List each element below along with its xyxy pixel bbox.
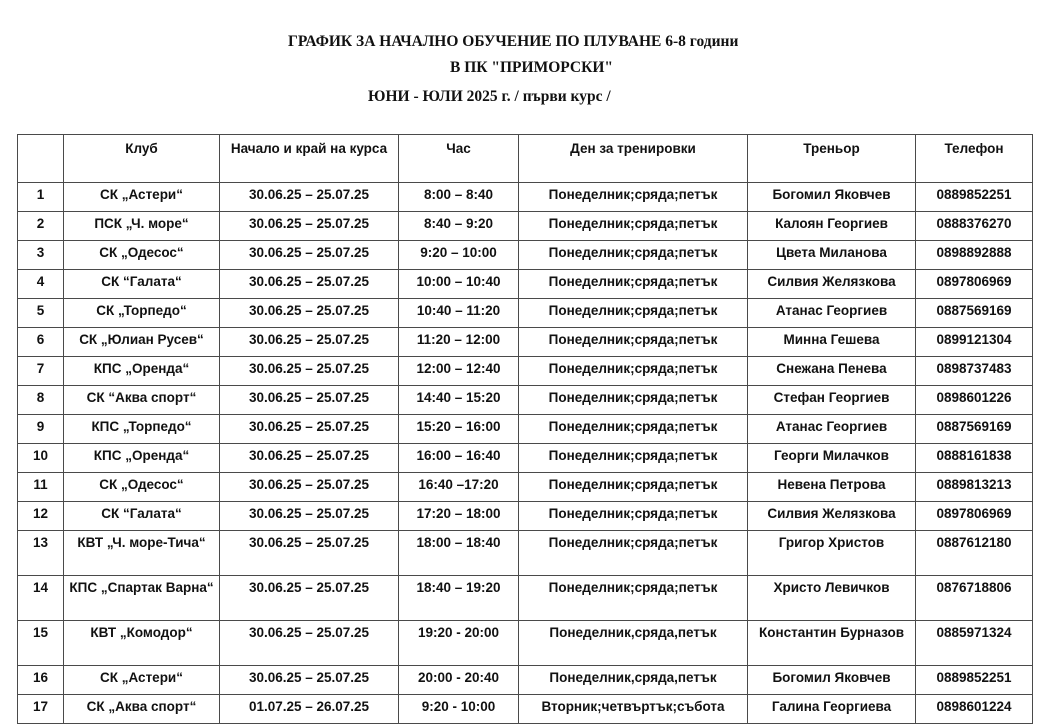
cell-club: СК „Одесос“ [64, 473, 220, 502]
cell-time: 11:20 – 12:00 [399, 328, 519, 357]
cell-number: 1 [18, 183, 64, 212]
cell-time: 8:00 – 8:40 [399, 183, 519, 212]
cell-number: 6 [18, 328, 64, 357]
cell-number: 3 [18, 241, 64, 270]
cell-phone: 0876718806 [916, 576, 1033, 621]
cell-club: КПС „Оренда“ [64, 357, 220, 386]
cell-number: 4 [18, 270, 64, 299]
cell-number: 16 [18, 666, 64, 695]
cell-number: 13 [18, 531, 64, 576]
header-col-course-dates: Начало и край на курса [220, 135, 399, 183]
cell-phone: 0888161838 [916, 444, 1033, 473]
cell-training-days: Понеделник;сряда;петък [519, 270, 748, 299]
cell-course-dates: 30.06.25 – 25.07.25 [220, 270, 399, 299]
cell-course-dates: 30.06.25 – 25.07.25 [220, 357, 399, 386]
cell-time: 20:00 - 20:40 [399, 666, 519, 695]
cell-club: ПСК „Ч. море“ [64, 212, 220, 241]
cell-phone: 0887612180 [916, 531, 1033, 576]
table-row [18, 695, 1033, 724]
cell-course-dates: 30.06.25 – 25.07.25 [220, 666, 399, 695]
cell-course-dates: 30.06.25 – 25.07.25 [220, 328, 399, 357]
cell-training-days: Понеделник;сряда;петък [519, 531, 748, 576]
cell-number: 14 [18, 576, 64, 621]
cell-coach: Калоян Георгиев [748, 212, 916, 241]
cell-time: 18:00 – 18:40 [399, 531, 519, 576]
table-row [18, 299, 1033, 328]
table-row [18, 666, 1033, 695]
cell-number: 17 [18, 695, 64, 724]
cell-phone: 0898601224 [916, 695, 1033, 724]
cell-club: КВТ „Ч. море-Тича“ [64, 531, 220, 576]
cell-time: 16:00 – 16:40 [399, 444, 519, 473]
cell-club: КПС „Спартак Варна“ [64, 576, 220, 621]
cell-time: 10:00 – 10:40 [399, 270, 519, 299]
cell-phone: 0887569169 [916, 415, 1033, 444]
cell-training-days: Понеделник,сряда,петък [519, 666, 748, 695]
table-row [18, 386, 1033, 415]
cell-phone: 0888376270 [916, 212, 1033, 241]
cell-coach: Цвета Миланова [748, 241, 916, 270]
table-row [18, 621, 1033, 666]
cell-time: 18:40 – 19:20 [399, 576, 519, 621]
cell-coach: Невена Петрова [748, 473, 916, 502]
cell-training-days: Понеделник;сряда;петък [519, 444, 748, 473]
cell-club: СК „Юлиан Русев“ [64, 328, 220, 357]
cell-time: 19:20 - 20:00 [399, 621, 519, 666]
cell-coach: Силвия Желязкова [748, 502, 916, 531]
cell-time: 14:40 – 15:20 [399, 386, 519, 415]
cell-club: КВТ „Комодор“ [64, 621, 220, 666]
cell-course-dates: 30.06.25 – 25.07.25 [220, 531, 399, 576]
cell-phone: 0889852251 [916, 666, 1033, 695]
title-line-1: ГРАФИК ЗА НАЧАЛНО ОБУЧЕНИЕ ПО ПЛУВАНЕ 6-8 години [288, 33, 739, 50]
cell-number: 2 [18, 212, 64, 241]
schedule-table [17, 134, 1033, 724]
cell-course-dates: 30.06.25 – 25.07.25 [220, 444, 399, 473]
cell-training-days: Понеделник;сряда;петък [519, 357, 748, 386]
cell-course-dates: 30.06.25 – 25.07.25 [220, 502, 399, 531]
table-header-row [18, 135, 1033, 183]
cell-time: 8:40 – 9:20 [399, 212, 519, 241]
cell-course-dates: 01.07.25 – 26.07.25 [220, 695, 399, 724]
cell-course-dates: 30.06.25 – 25.07.25 [220, 241, 399, 270]
table-row [18, 357, 1033, 386]
cell-phone: 0887569169 [916, 299, 1033, 328]
cell-course-dates: 30.06.25 – 25.07.25 [220, 576, 399, 621]
header-col-time: Час [399, 135, 519, 183]
cell-phone: 0897806969 [916, 502, 1033, 531]
cell-training-days: Понеделник;сряда;петък [519, 386, 748, 415]
table-row [18, 576, 1033, 621]
header-col-club: Клуб [64, 135, 220, 183]
title-line-2: В ПК "ПРИМОРСКИ" [450, 59, 614, 76]
cell-course-dates: 30.06.25 – 25.07.25 [220, 621, 399, 666]
cell-coach: Галина Георгиева [748, 695, 916, 724]
table-row [18, 241, 1033, 270]
cell-club: СК “Галата“ [64, 270, 220, 299]
header-col-number [18, 135, 64, 183]
cell-club: КПС „Торпедо“ [64, 415, 220, 444]
cell-training-days: Понеделник;сряда;петък [519, 241, 748, 270]
cell-training-days: Понеделник;сряда;петък [519, 415, 748, 444]
cell-number: 8 [18, 386, 64, 415]
cell-coach: Георги Милачков [748, 444, 916, 473]
cell-coach: Стефан Георгиев [748, 386, 916, 415]
table-row [18, 183, 1033, 212]
cell-coach: Атанас Георгиев [748, 299, 916, 328]
title-line-3: ЮНИ - ЮЛИ 2025 г. / първи курс / [368, 88, 611, 105]
cell-number: 5 [18, 299, 64, 328]
cell-course-dates: 30.06.25 – 25.07.25 [220, 299, 399, 328]
cell-time: 9:20 – 10:00 [399, 241, 519, 270]
cell-time: 9:20 - 10:00 [399, 695, 519, 724]
cell-course-dates: 30.06.25 – 25.07.25 [220, 183, 399, 212]
cell-phone: 0899121304 [916, 328, 1033, 357]
cell-coach: Минна Гешева [748, 328, 916, 357]
cell-number: 11 [18, 473, 64, 502]
cell-coach: Константин Бурназов [748, 621, 916, 666]
cell-club: СК „Аква спорт“ [64, 695, 220, 724]
cell-time: 16:40 –17:20 [399, 473, 519, 502]
cell-training-days: Понеделник;сряда;петък [519, 502, 748, 531]
cell-coach: Григор Христов [748, 531, 916, 576]
cell-time: 17:20 – 18:00 [399, 502, 519, 531]
table-body [18, 183, 1033, 724]
cell-training-days: Понеделник;сряда;петък [519, 473, 748, 502]
header-col-training-days: Ден за тренировки [519, 135, 748, 183]
cell-number: 15 [18, 621, 64, 666]
cell-time: 12:00 – 12:40 [399, 357, 519, 386]
cell-number: 7 [18, 357, 64, 386]
table-row [18, 212, 1033, 241]
cell-training-days: Понеделник;сряда;петък [519, 328, 748, 357]
cell-phone: 0897806969 [916, 270, 1033, 299]
table-row [18, 328, 1033, 357]
table-row [18, 415, 1033, 444]
cell-club: СК „Астери“ [64, 183, 220, 212]
cell-coach: Снежана Пенева [748, 357, 916, 386]
header-col-phone: Телефон [916, 135, 1033, 183]
cell-training-days: Понеделник;сряда;петък [519, 212, 748, 241]
cell-phone: 0898737483 [916, 357, 1033, 386]
cell-number: 10 [18, 444, 64, 473]
cell-course-dates: 30.06.25 – 25.07.25 [220, 212, 399, 241]
table-row [18, 444, 1033, 473]
cell-course-dates: 30.06.25 – 25.07.25 [220, 473, 399, 502]
header-col-coach: Треньор [748, 135, 916, 183]
cell-phone: 0898601226 [916, 386, 1033, 415]
cell-course-dates: 30.06.25 – 25.07.25 [220, 386, 399, 415]
cell-club: СК “Аква спорт“ [64, 386, 220, 415]
table-row [18, 531, 1033, 576]
cell-time: 15:20 – 16:00 [399, 415, 519, 444]
cell-coach: Атанас Георгиев [748, 415, 916, 444]
cell-phone: 0885971324 [916, 621, 1033, 666]
cell-course-dates: 30.06.25 – 25.07.25 [220, 415, 399, 444]
cell-club: СК „Астери“ [64, 666, 220, 695]
cell-club: СК „Одесос“ [64, 241, 220, 270]
table-row [18, 270, 1033, 299]
cell-number: 12 [18, 502, 64, 531]
cell-coach: Силвия Желязкова [748, 270, 916, 299]
cell-coach: Богомил Яковчев [748, 666, 916, 695]
cell-training-days: Понеделник;сряда;петък [519, 299, 748, 328]
table-row [18, 473, 1033, 502]
cell-coach: Христо Левичков [748, 576, 916, 621]
cell-training-days: Понеделник;сряда;петък [519, 576, 748, 621]
cell-coach: Богомил Яковчев [748, 183, 916, 212]
cell-club: СК “Галата“ [64, 502, 220, 531]
cell-club: СК „Торпедо“ [64, 299, 220, 328]
cell-time: 10:40 – 11:20 [399, 299, 519, 328]
cell-phone: 0889852251 [916, 183, 1033, 212]
cell-number: 9 [18, 415, 64, 444]
cell-training-days: Понеделник;сряда;петък [519, 183, 748, 212]
cell-club: КПС „Оренда“ [64, 444, 220, 473]
cell-phone: 0898892888 [916, 241, 1033, 270]
cell-training-days: Понеделник,сряда,петък [519, 621, 748, 666]
cell-phone: 0889813213 [916, 473, 1033, 502]
cell-training-days: Вторник;четвъртък;събота [519, 695, 748, 724]
table-row [18, 502, 1033, 531]
